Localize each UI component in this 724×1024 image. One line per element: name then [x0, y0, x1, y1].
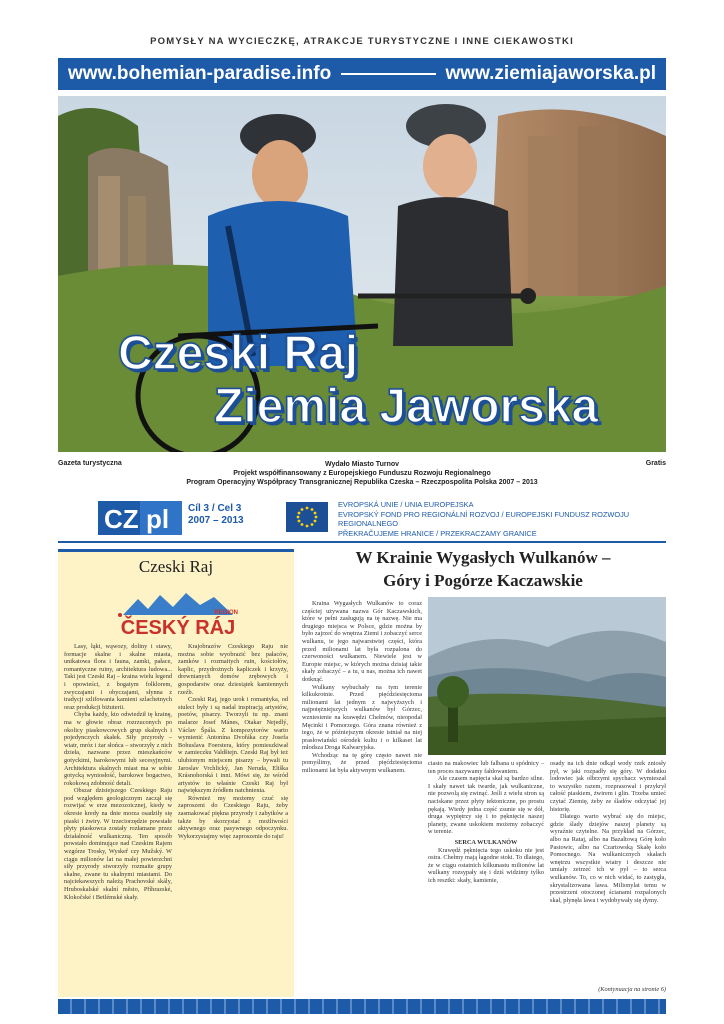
title-line1: W Krainie Wygasłych Wulkanów –: [355, 548, 611, 567]
left-column-2: [178, 643, 288, 840]
right-column-3: [550, 760, 666, 996]
hero-title-line2: Ziemia Jaworska: [214, 380, 599, 433]
paragraph: Krawędź pęknięcia tego uskoku nie jest ostra. Chełmy mają łagodne stoki. To dlatego, że w ciągu ostatnich kilkunastu milionów lat wulkany rozsypały się i dziś widzimy tylko ich resztki: skały, kamienie,: [428, 846, 544, 884]
eu-line2: EVROPSKÝ FOND PRO REGIONÁLNÍ ROZVOJ / EUROPEJSKI FUNDUSZ ROZWOJU REGIONALNEGO: [338, 509, 630, 529]
target3-logo: [188, 503, 244, 527]
publisher: Wydało Miasto Turnov: [324, 461, 400, 468]
paragraph: Czeski Raj, jego urok i romantyka, od stuleci były i są nadal inspiracją artystów, poetów, pisarzy. Tworzyli tu np. znani malarze Josef Mánes, Otakar Nejedlý, Václav Špála. Z kompozytorów warto wymienić Antonína Dvořáka czy Josefa Bohuslava Foerstera, który pomieszkiwał w zamieczku Valdštejn. Czeski Raj był też ulubionym miejscem pisarzy – bywali tu Jaroslav Vrchlický, Jan Neruda, Eliška Krásnohorská i inni. Mówi się, że wśród artystów to właśnie Czeski Raj był największym źródłem natchnienia.: [178, 696, 288, 795]
right-column-1: [302, 600, 422, 996]
eu-flag-icon: [286, 502, 328, 532]
left-column-1: [64, 643, 172, 901]
url-left[interactable]: www.bohemian-paradise.info: [68, 63, 332, 84]
cesky-raj-logo: [118, 587, 238, 647]
paragraph: Również my możemy czuć się zaproszeni do Czeskiego Raju, żeby zasmakować piękna przyrody i zabytków a także by skorzystać z możliwości aktywnego oraz pasywnego odpoczynku. Wykorzystajmy więc zaproszenie do raju!: [178, 794, 288, 840]
program-line: Program Operacyjny Współpracy Transgranicznej Republika Czeska – Rzeczpospolita Polska 2007 – 2013: [186, 479, 538, 486]
right-article-title: [300, 546, 666, 592]
funding-logos: [58, 499, 666, 539]
cz-text: CZ: [104, 504, 139, 534]
mountain-photo: [428, 597, 666, 755]
free-label: Gratis: [645, 460, 666, 467]
paragraph: Wchodząc na tę górę często nawet nie pomyślimy, że przed pięćdziesięcioma milionami lat była aktywnym wulkanem.: [302, 751, 422, 775]
url-divider: [341, 73, 435, 75]
paragraph: Wulkany wybuchały na tym terenie kilkukrotnie. Przed pięćdziesięcioma milionami lat jednym z najwyższych i najpotężniejszych wulkanów był Górzec, wzniesienie na krawędzi Chełmów, nieopodal Męcinki i Pomorzego. Góra znana również z tego, że w późniejszym okresie istniał na niej prasłowiański ośrodek kultu i o kilkaset lat młodsza Droga Kalwaryjska.: [302, 683, 422, 752]
cil-years: 2007 – 2013: [188, 515, 244, 526]
hero-photo: [58, 96, 666, 452]
subheading: SERCA WULKANÓW: [454, 838, 518, 846]
paragraph: Obszar dzisiejszego Czeskiego Raju pod względem geologicznym zaczął się rozwijać w erze mezozoicznej, kiedy w okresie kredy na dnie morza osadziły się piaski i żwiry. W trzeciorzędzie powstałe płyty piaskowca zostały rozłamane przez działalność wulkaniczną. Ten sposób powstało dominujące nad Czeskim Rajem wzgórze Trosky, Wyskeř czy Mužský. W ciągu milionów lat na małej powierzchni siły przyrody stworzyły rozmaite grupy skalne, zwane tu skalnymi miastami. Do najciekawszych należą Prachovské skály, Hruboskalské skalní město, Příhrazské, Klokočské i Betlémské skały.: [64, 787, 172, 901]
divider: [58, 541, 666, 543]
eu-line1: EVROPSKÁ UNIE / UNIA EUROPEJSKA: [338, 500, 474, 509]
left-article: [58, 581, 294, 997]
eu-funding-text: [338, 500, 666, 538]
right-column-2: [428, 760, 544, 996]
url-bar: [58, 58, 666, 90]
url-right[interactable]: www.ziemiajaworska.pl: [445, 63, 656, 84]
title-line2: Góry i Pogórze Kaczawskie: [383, 571, 583, 590]
gazette-label: Gazeta turystyczna: [58, 460, 122, 467]
paragraph: Chyba każdy, kto odwiedził tę krainę, ma w głowie obraz rozrzuconych po okolicy piaskowcowych grup skalnych i pojedynczych skałek. Siły przyrody – wiatr, mróz i żar słońca – stworzyły z nich dzieła, nazwane przez mieszkańców gotyckimi, barokowymi lub secesyjnymi. Architektura skalnych miast ma w sobie gotycką wyniosłość, barokowe bogactwo, rokokową zdobność detali.: [64, 711, 172, 787]
paragraph: osady na ich dnie odkąd wody rzek zniosły pył, w jaki rozpadły się góry. W dodatku lodowiec jak olbrzymi spychacz wymieszał to wszystko razem, rozprasował i przykrył całość piaskiem, żwirem i glin. Trzeba umieć czytać Ziemię, żeby ze śladów odczytać jej historię.: [550, 760, 666, 813]
left-section-title: Czeski Raj: [58, 549, 294, 581]
logo-region-text: REGION: [214, 610, 238, 616]
topline: POMYSŁY NA WYCIECZKĘ, ATRAKCJE TURYSTYCZNE I INNE CIEKAWOSTKI: [150, 36, 574, 47]
paragraph: Krajobrazów Czeskiego Raju nie można sobie wyobrazić bez pałaców, zamków i rozmaitych ruin, kościołów, kaplic, przydrożnych kapliczek i krzyży, drewnianych domów zrębowych i gospodarstw oraz dziesiątek kamiennych rzeźb.: [178, 643, 288, 696]
pl-text: pl: [146, 504, 170, 534]
cofinance-line: Projekt współfinansowany z Europejskiego Funduszu Rozwoju Regionalnego: [233, 470, 491, 477]
paragraph: Kraina Wygasłych Wulkanów to coraz częściej używana nazwa Gór Kaczawskich, które w pełni zasługują na tę nazwę. Nie ma drugiego miejsca w Polsce, gdzie można by było zajrzeć do wnętrza Ziemi i zobaczyć serce wulkanu, te jego najwarstwiej części, która przed milionami lat była rozpalona do czerwoności wulkanem. Niewiele jest w Europie miejsc, w których można dzisiaj takie skały zobaczyć – a tu, u nas, można ich nawet dotknąć.: [302, 600, 422, 683]
cil-text: Cíl 3 / Cel 3: [188, 503, 242, 514]
hero-title-line1: Czeski Raj: [118, 327, 359, 380]
eu-line3: PŘEKRAČUJEME HRANICE / PRZEKRACZAMY GRANICE: [338, 528, 537, 538]
cz-pl-logo: [98, 501, 182, 535]
logo-name-text: ČESKÝ RÁJ: [120, 617, 236, 639]
paragraph: ciasto na makowiec lub falbana u spódnicy – ten proces nazywamy fałdowaniem.: [428, 760, 544, 775]
continued-note: (Kontynuacja na stronie 6): [598, 986, 666, 993]
paragraph: Dlatego warto wybrać się do miejsc, gdzie ślady dziejów naszej planety są wyraźnie czytelne. Na przykład na Górzec, albo na Rataj, albo na Bazaltową Górę koło Pastowic, albo na Czartowską Skałę koło Pomocnego. Na wulkanicznych skałach wnętrzu wszystkie wiatry i deszcze nie umiały zetrzeć ich w pył – to serca wulkanów. To, co w nich widać, to zastygła, skrystalizowana lawa. Milionylat temu w przestrzeni otoczonej ścianami rozpalonych skał, płynęła lawa i wydobywały się dymy.: [550, 813, 666, 904]
paragraph: Ale czasem napięcia skał są bardzo silne. I skały nawet tak twarde, jak wulkaniczne, nie pozwolą się zwinąć. Jeśli z wielu stron są naciskane przez płyty tektoniczne, po prostu pękają. Wtedy jedna część zsunie się w dół, druga wypiętrzy się i to pęknięcie naszej planety, zwane uskokiem możemy zobaczyć w terenie.: [428, 775, 544, 836]
paragraph: Lasy, łąki, wąwozy, doliny i stawy, formacje skalne i skalne miasta, unikatowa flora i fauna, zamki, pałace, romantyczne ruiny, architektura ludowa... Taki jest Czeski Raj – kraina wielu legend i opowieści, z bogatym folklorem, zwyczajami i obyczajami, słynna z tradycji szlifowania kamieni szlachetnych oraz produkcji biżuterii.: [64, 643, 172, 711]
bottom-stripe: [58, 999, 666, 1014]
